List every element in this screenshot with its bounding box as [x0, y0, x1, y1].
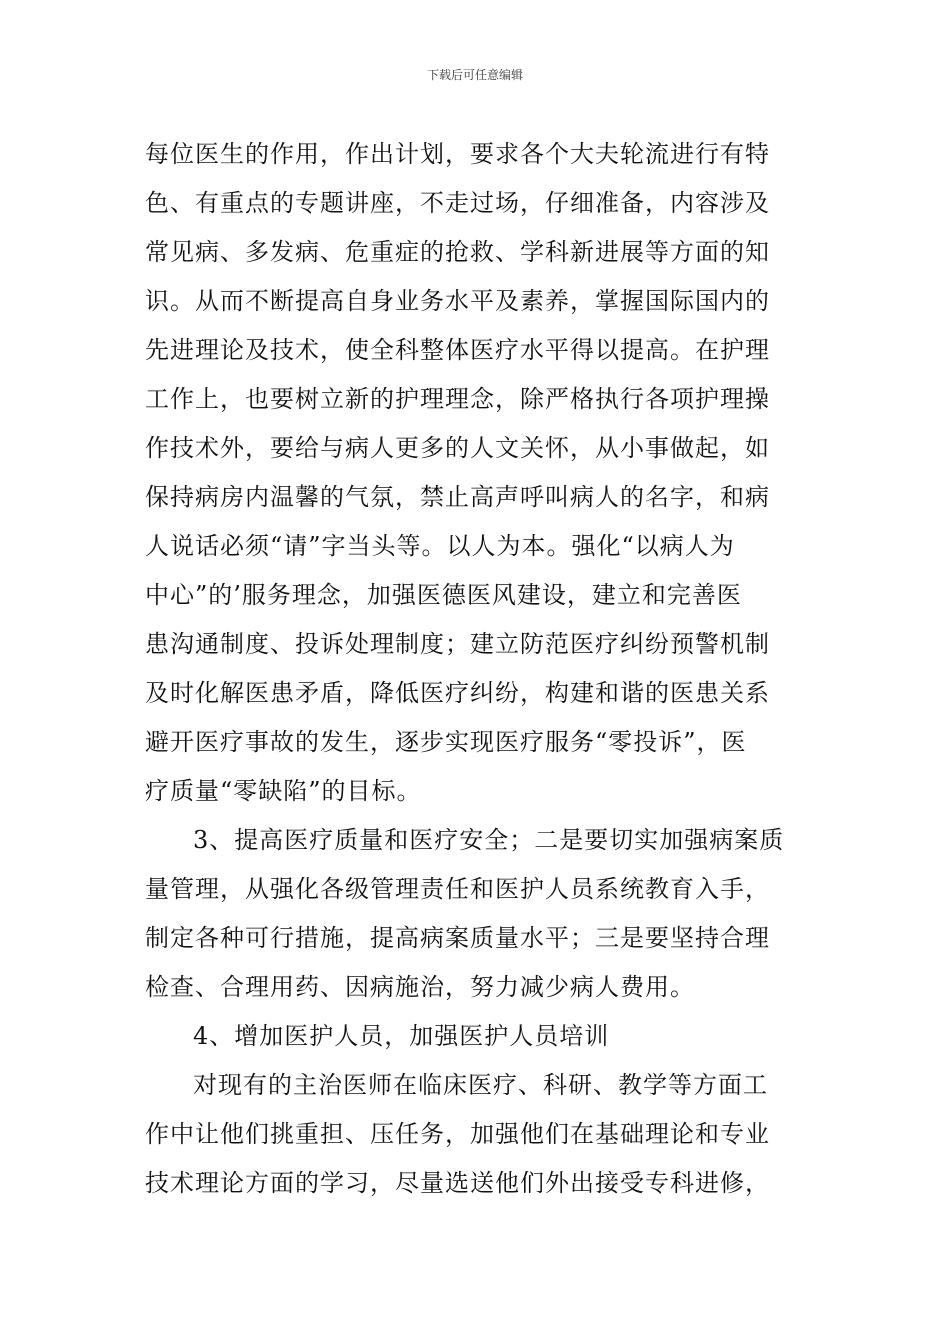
text-line: 每位医生的作用，作出计划，要求各个大夫轮流进行有特: [145, 140, 770, 168]
text-line: 3、提高医疗质量和医疗安全；二是要切实加强病案质: [193, 826, 785, 854]
text-line: 制定各种可行措施，提高病案质量水平；三是要坚持合理: [145, 924, 770, 952]
document-body: [145, 130, 810, 1208]
text-line: 作中让他们挑重担、压任务，加强他们在基础理论和专业: [145, 1120, 770, 1148]
paragraph: [145, 130, 810, 816]
text-line: 技术理论方面的学习，尽量选送他们外出接受专科进修，: [145, 1169, 770, 1197]
text-line: 疗质量“零缺陷”的目标。: [145, 777, 422, 805]
section-heading: 4、增加医护人员，加强医护人员培训: [193, 1022, 610, 1050]
text-line: 及时化解医患矛盾，降低医疗纠纷，构建和谐的医患关系: [145, 679, 770, 707]
text-line: 先进理论及技术，使全科整体医疗水平得以提高。在护理: [145, 336, 770, 364]
text-line: 避开医疗事故的发生，逐步实现医疗服务“零投诉”，医: [145, 728, 747, 756]
text-line: 色、有重点的专题讲座，不走过场，仔细准备，内容涉及: [145, 189, 770, 217]
paragraph: [145, 1012, 810, 1061]
text-line: 量管理，从强化各级管理责任和医护人员系统教育入手，: [145, 875, 770, 903]
text-line: 患沟通制度、投诉处理制度；建立防范医疗纠纷预警机制: [145, 630, 770, 658]
text-line: 人说话必须“请”字当头等。以人为本。强化“以病人为: [145, 532, 735, 560]
text-line: 常见病、多发病、危重症的抢救、学科新进展等方面的知: [145, 238, 770, 266]
text-line: 识。从而不断提高自身业务水平及素养，掌握国际国内的: [145, 287, 770, 315]
paragraph: [145, 816, 810, 1012]
text-line: 检查、合理用药、因病施治，努力减少病人费用。: [145, 973, 695, 1001]
text-line: 中心”的’服务理念，加强医德医风建设，建立和完善医: [145, 581, 742, 609]
text-line: 保持病房内温馨的气氛，禁止高声呼叫病人的名字，和病: [145, 483, 770, 511]
paragraph: [145, 1061, 810, 1208]
text-line: 作技术外，要给与病人更多的人文关怀，从小事做起，如: [145, 434, 770, 462]
page-header-note: 下载后可任意编辑: [426, 68, 523, 82]
text-line: 对现有的主治医师在临床医疗、科研、教学等方面工: [193, 1071, 768, 1099]
text-line: 工作上，也要树立新的护理理念，除严格执行各项护理操: [145, 385, 770, 413]
